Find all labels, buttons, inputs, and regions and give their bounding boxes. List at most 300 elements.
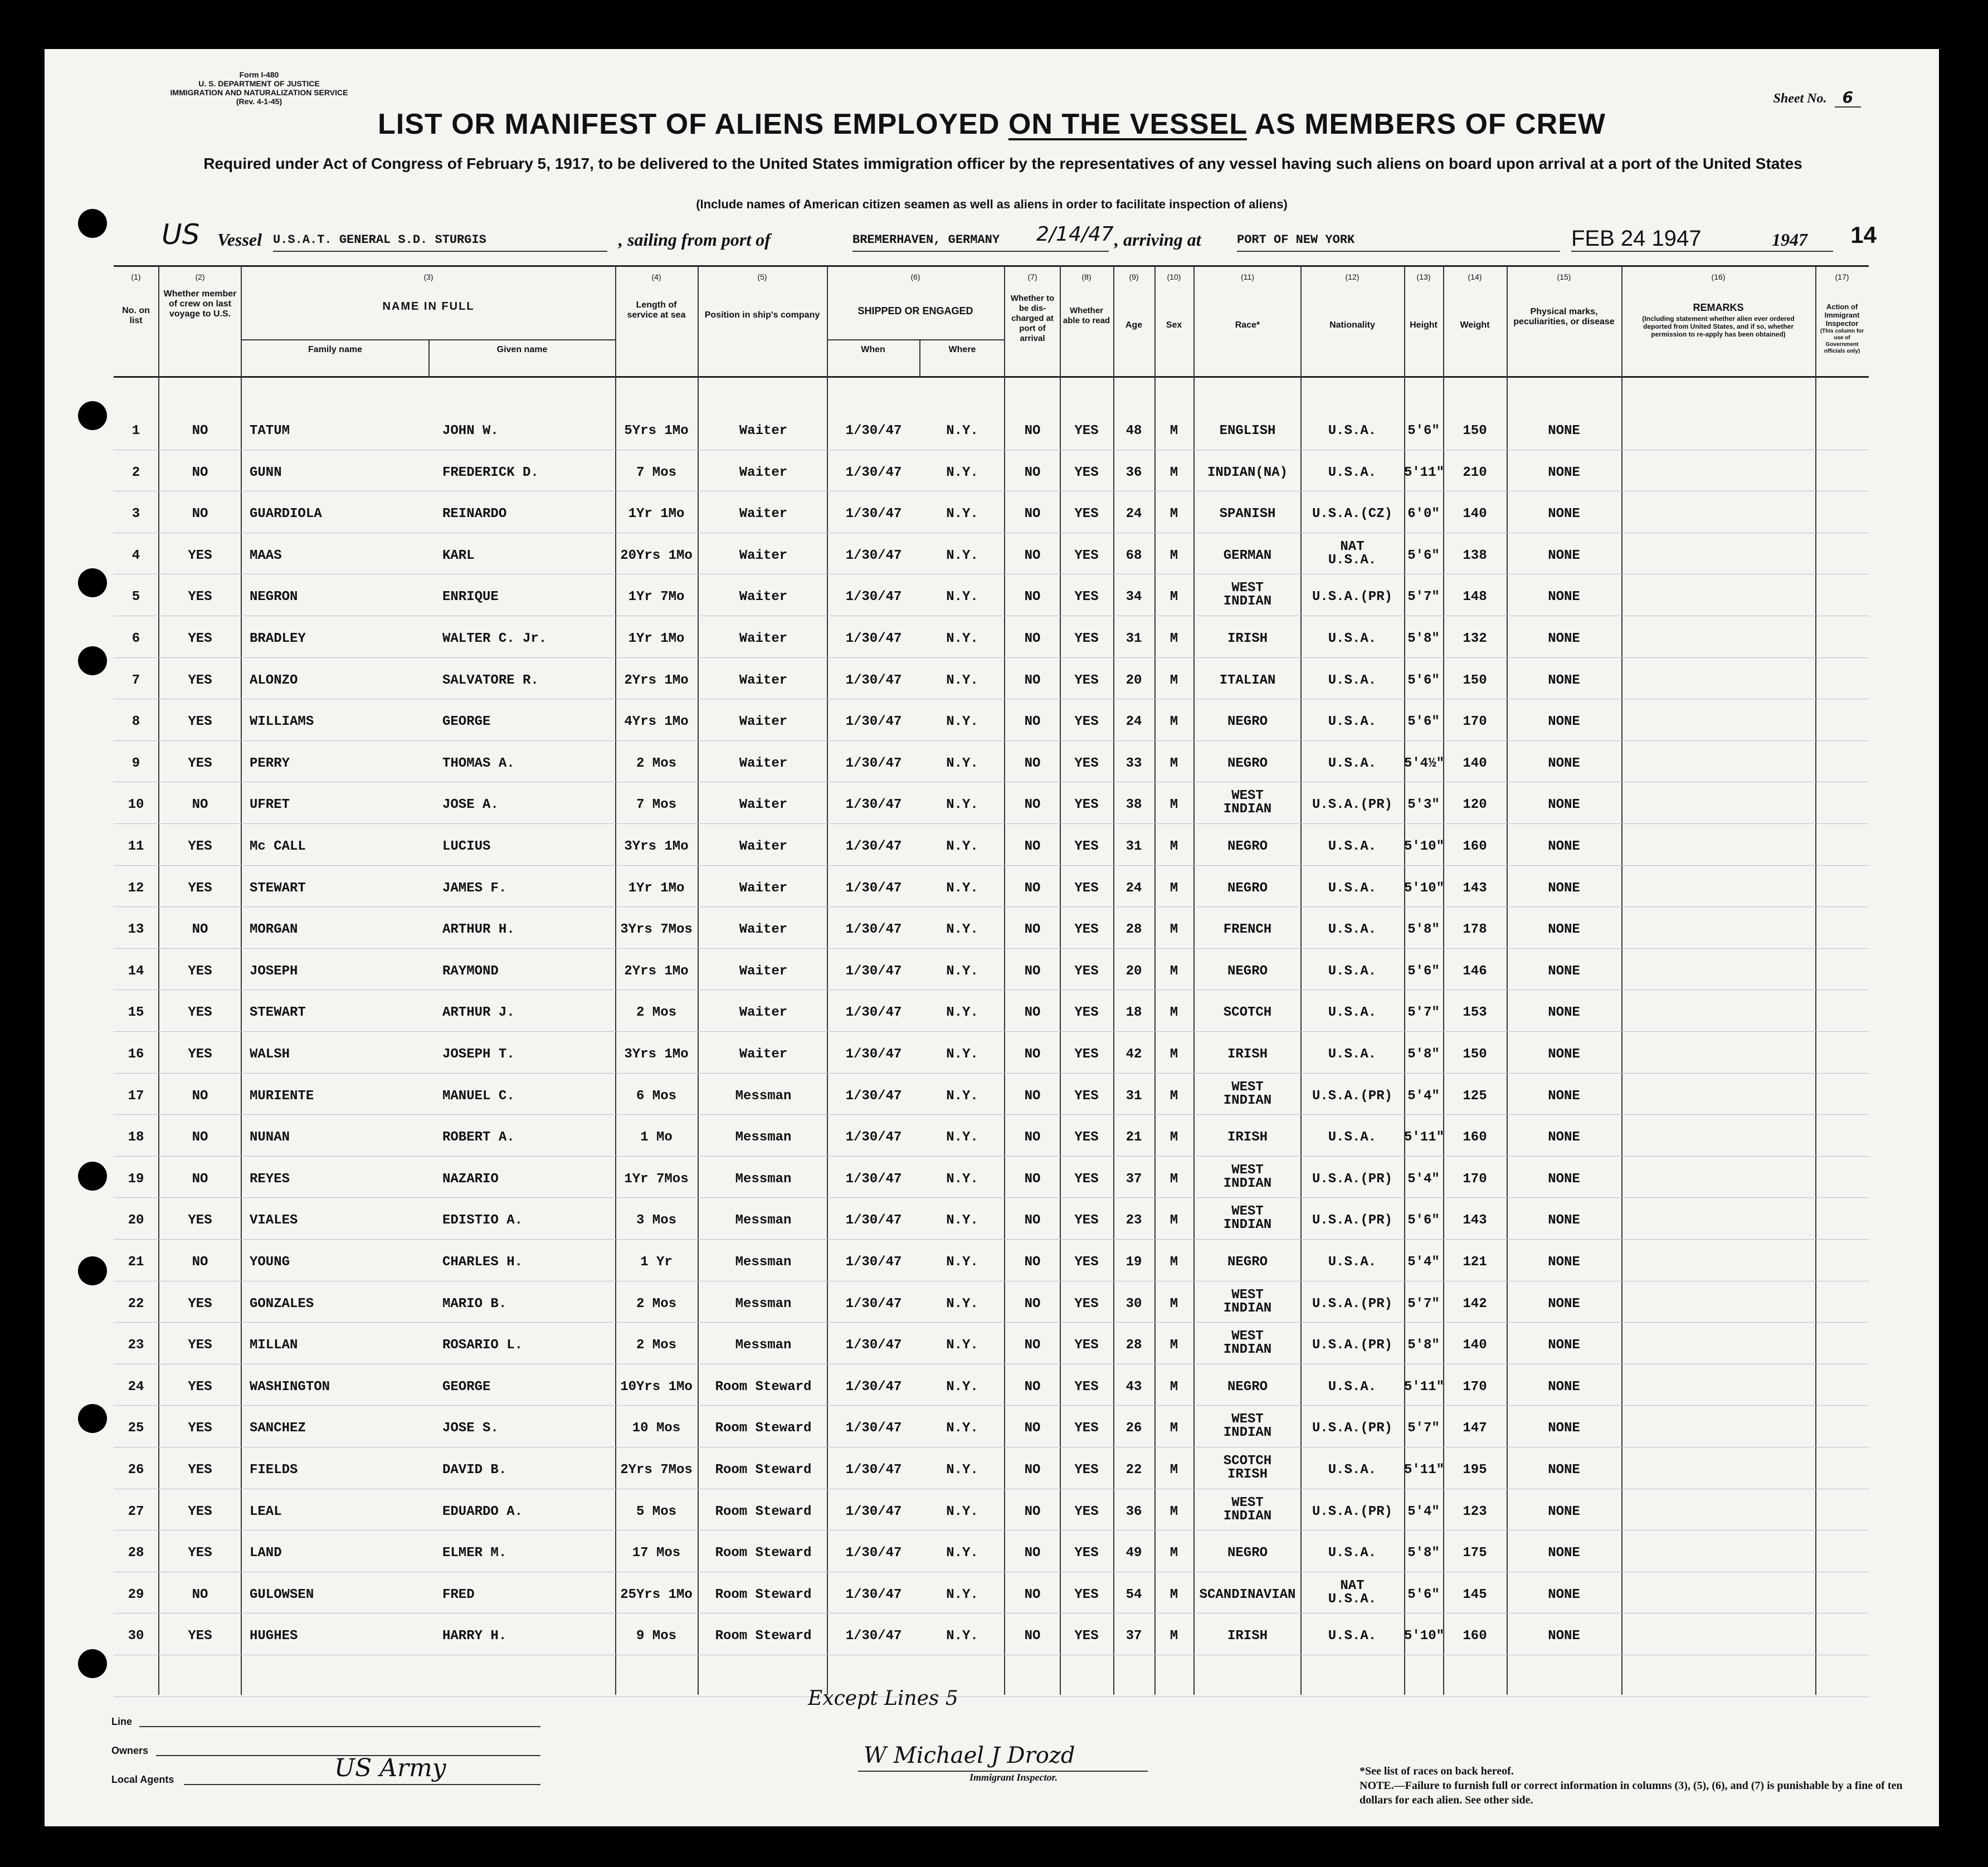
cell-shipped-when: 1/30/47 bbox=[845, 672, 902, 688]
race-line-1: WEST bbox=[1231, 1079, 1264, 1095]
cell-service-length: 1Yr 1Mo bbox=[628, 880, 685, 896]
table-row bbox=[114, 743, 1869, 784]
cell-weight: 145 bbox=[1463, 1587, 1487, 1602]
cell-weight: 150 bbox=[1463, 423, 1487, 438]
cell-given-name: DAVID B. bbox=[442, 1463, 507, 1478]
cell-shipped-when: 1/30/47 bbox=[845, 1213, 902, 1229]
cell-family-name: VIALES bbox=[250, 1213, 298, 1229]
cell-row-number: 15 bbox=[128, 1005, 144, 1021]
cell-row-number: 30 bbox=[128, 1629, 144, 1644]
cell-race bbox=[1195, 1496, 1300, 1523]
cell-shipped-where: N.Y. bbox=[946, 1255, 978, 1270]
cell-given-name: LUCIUS bbox=[442, 839, 491, 854]
table-row bbox=[114, 1034, 1869, 1075]
arriving-label: , arriving at bbox=[1114, 230, 1201, 250]
form-identifier bbox=[128, 70, 390, 106]
table-row bbox=[114, 660, 1869, 701]
cell-position: Waiter bbox=[739, 589, 788, 605]
race-line-1: WEST bbox=[1231, 1329, 1264, 1344]
cell-age: 20 bbox=[1125, 672, 1142, 688]
cell-prev-voyage: YES bbox=[188, 1047, 212, 1062]
cell-nationality: U.S.A. bbox=[1328, 963, 1377, 979]
cell-sex: M bbox=[1170, 1255, 1178, 1270]
cell-shipped-where: N.Y. bbox=[946, 1587, 978, 1602]
footer-owners-label: Owners bbox=[111, 1745, 149, 1756]
col-sex-header: Sex bbox=[1166, 320, 1182, 330]
cell-position: Waiter bbox=[739, 506, 788, 522]
year-label: 1947 bbox=[1772, 230, 1807, 250]
cell-age: 31 bbox=[1125, 839, 1142, 854]
cell-position: Waiter bbox=[739, 423, 788, 438]
cell-age: 34 bbox=[1125, 589, 1142, 605]
cell-given-name: EDUARDO A. bbox=[442, 1504, 523, 1519]
cell-able-to-read: YES bbox=[1074, 1504, 1099, 1519]
cell-weight: 160 bbox=[1463, 1629, 1487, 1644]
cell-able-to-read: YES bbox=[1074, 755, 1099, 771]
nat-value: U.S.A. bbox=[1328, 1591, 1377, 1607]
cell-able-to-read: YES bbox=[1074, 963, 1099, 979]
inspector-signature: W Michael J Drozd bbox=[864, 1743, 1075, 1768]
cell-discharged: NO bbox=[1024, 465, 1041, 480]
cell-age: 38 bbox=[1125, 797, 1142, 813]
cell-prev-voyage: NO bbox=[192, 465, 208, 480]
cell-shipped-where: N.Y. bbox=[946, 963, 978, 979]
col-action-subheader: (This column for use of Government officials only) bbox=[1820, 328, 1864, 354]
cell-physical-marks: NONE bbox=[1548, 465, 1580, 480]
cell-sex: M bbox=[1170, 1504, 1178, 1519]
table-row bbox=[114, 535, 1869, 576]
sheet-number bbox=[1773, 88, 1861, 106]
cell-row-number: 1 bbox=[131, 423, 140, 438]
cell-prev-voyage: NO bbox=[192, 1130, 208, 1145]
cell-age: 33 bbox=[1125, 755, 1142, 771]
col-nationality-header: Nationality bbox=[1329, 320, 1375, 330]
row-rule bbox=[114, 1405, 1869, 1406]
cell-service-length: 9 Mos bbox=[636, 1629, 676, 1644]
cell-row-number: 25 bbox=[128, 1421, 144, 1436]
cell-family-name: STEWART bbox=[250, 880, 306, 896]
cell-shipped-where: N.Y. bbox=[946, 1546, 978, 1561]
cell-service-length: 6 Mos bbox=[636, 1088, 676, 1104]
cell-age: 24 bbox=[1125, 506, 1142, 522]
cell-shipped-when: 1/30/47 bbox=[845, 506, 902, 522]
cell-weight: 175 bbox=[1463, 1546, 1487, 1561]
cell-height: 5'6" bbox=[1407, 672, 1440, 688]
cell-row-number: 21 bbox=[128, 1255, 144, 1270]
cell-height: 5'11" bbox=[1404, 1130, 1445, 1145]
cell-weight: 150 bbox=[1463, 1047, 1487, 1062]
cell-shipped-when: 1/30/47 bbox=[845, 839, 902, 854]
col-name-header: NAME IN FULL bbox=[382, 300, 475, 313]
cell-row-number: 3 bbox=[131, 506, 140, 522]
cell-given-name: KARL bbox=[442, 548, 475, 563]
form-number: Form I-480 bbox=[239, 70, 279, 79]
col-16-number: (16) bbox=[1711, 272, 1726, 281]
cell-shipped-where: N.Y. bbox=[946, 589, 978, 605]
cell-physical-marks: NONE bbox=[1548, 1504, 1580, 1519]
cell-position: Room Steward bbox=[715, 1421, 812, 1436]
table-row bbox=[114, 826, 1869, 867]
cell-shipped-when: 1/30/47 bbox=[845, 1504, 902, 1519]
col-prev-voyage-header: Whether member of crew on last voyage to U.S. bbox=[163, 289, 237, 319]
cell-family-name: LAND bbox=[250, 1546, 282, 1561]
table-row bbox=[114, 1407, 1869, 1449]
cell-discharged: NO bbox=[1024, 1379, 1041, 1395]
penalty-note: NOTE.—Failure to furnish full or correct information in columns (3), (5), (6), and (7) is punishable by a fine of ten dollars for each alien. See other side. bbox=[1360, 1780, 1903, 1806]
cell-shipped-when: 1/30/47 bbox=[845, 797, 902, 813]
cell-physical-marks: NONE bbox=[1548, 1546, 1580, 1561]
cell-family-name: NEGRON bbox=[250, 589, 298, 605]
row-rule bbox=[114, 657, 1869, 658]
cell-physical-marks: NONE bbox=[1548, 1587, 1580, 1602]
cell-shipped-when: 1/30/47 bbox=[845, 548, 902, 563]
cell-height: 5'7" bbox=[1407, 589, 1440, 605]
cell-shipped-where: N.Y. bbox=[946, 797, 978, 813]
cell-nationality: U.S.A. bbox=[1328, 1629, 1377, 1644]
cell-able-to-read: YES bbox=[1074, 1421, 1099, 1436]
cell-able-to-read: YES bbox=[1074, 880, 1099, 896]
cell-physical-marks: NONE bbox=[1548, 922, 1580, 938]
cell-age: 28 bbox=[1125, 922, 1142, 938]
cell-row-number: 10 bbox=[128, 797, 144, 813]
cell-age: 36 bbox=[1125, 465, 1142, 480]
handwritten-date: 2/14/47 bbox=[1036, 223, 1114, 246]
cell-able-to-read: YES bbox=[1074, 1546, 1099, 1561]
cell-race: GERMAN bbox=[1223, 548, 1272, 563]
cell-shipped-when: 1/30/47 bbox=[845, 755, 902, 771]
footer-line-label: Line bbox=[111, 1716, 133, 1727]
cell-position: Waiter bbox=[739, 548, 788, 563]
row-rule bbox=[114, 1322, 1869, 1323]
punch-hole bbox=[78, 1162, 107, 1191]
row-rule bbox=[114, 865, 1869, 866]
race-line-2: IRISH bbox=[1227, 1467, 1268, 1482]
cell-service-length: 25Yrs 1Mo bbox=[620, 1587, 693, 1602]
cell-sex: M bbox=[1170, 880, 1178, 896]
cell-weight: 140 bbox=[1463, 1338, 1487, 1353]
cell-physical-marks: NONE bbox=[1548, 1213, 1580, 1229]
cell-race: FRENCH bbox=[1223, 922, 1272, 938]
cell-height: 5'6" bbox=[1407, 548, 1440, 563]
race-line-2: INDIAN bbox=[1223, 1176, 1272, 1191]
cell-service-length: 3Yrs 1Mo bbox=[624, 1047, 689, 1062]
cell-given-name: JOSE A. bbox=[442, 797, 499, 813]
cell-height: 5'6" bbox=[1407, 714, 1440, 730]
cell-prev-voyage: YES bbox=[188, 1213, 212, 1229]
cell-service-length: 1Yr 1Mo bbox=[628, 506, 685, 522]
cell-height: 5'8" bbox=[1407, 922, 1440, 938]
cell-shipped-where: N.Y. bbox=[946, 714, 978, 730]
cell-given-name: JOSE S. bbox=[442, 1421, 499, 1436]
inspector-label: Immigrant Inspector. bbox=[969, 1772, 1058, 1783]
cell-height: 6'0" bbox=[1407, 506, 1440, 522]
cell-physical-marks: NONE bbox=[1548, 1171, 1580, 1187]
race-line-1: WEST bbox=[1231, 1412, 1264, 1427]
cell-row-number: 13 bbox=[128, 922, 144, 938]
cell-age: 43 bbox=[1125, 1379, 1142, 1395]
cell-able-to-read: YES bbox=[1074, 589, 1099, 605]
cell-nationality: U.S.A.(PR) bbox=[1312, 1088, 1393, 1104]
cell-row-number: 29 bbox=[128, 1587, 144, 1602]
cell-prev-voyage: NO bbox=[192, 1171, 208, 1187]
cell-able-to-read: YES bbox=[1074, 631, 1099, 646]
cell-able-to-read: YES bbox=[1074, 797, 1099, 813]
cell-family-name: WILLIAMS bbox=[250, 714, 314, 730]
manifest-sheet bbox=[45, 49, 1939, 1826]
cell-age: 36 bbox=[1125, 1504, 1142, 1519]
footer bbox=[45, 1687, 1939, 1826]
cell-discharged: NO bbox=[1024, 1463, 1041, 1478]
col-12-number: (12) bbox=[1345, 272, 1360, 281]
cell-race: IRISH bbox=[1227, 1047, 1268, 1062]
cell-able-to-read: YES bbox=[1074, 714, 1099, 730]
col-14-number: (14) bbox=[1468, 272, 1482, 281]
cell-able-to-read: YES bbox=[1074, 1629, 1099, 1644]
cell-race bbox=[1195, 1330, 1300, 1357]
cell-discharged: NO bbox=[1024, 922, 1041, 938]
cell-physical-marks: NONE bbox=[1548, 797, 1580, 813]
cell-physical-marks: NONE bbox=[1548, 589, 1580, 605]
cell-age: 68 bbox=[1125, 548, 1142, 563]
col-where-header: Where bbox=[948, 345, 976, 354]
cell-shipped-when: 1/30/47 bbox=[845, 1171, 902, 1187]
cell-prev-voyage: YES bbox=[188, 963, 212, 979]
cell-age: 21 bbox=[1125, 1130, 1142, 1145]
col-position-header: Position in ship's company bbox=[704, 310, 820, 320]
cell-able-to-read: YES bbox=[1074, 1296, 1099, 1312]
cell-position: Waiter bbox=[739, 797, 788, 813]
cell-physical-marks: NONE bbox=[1548, 755, 1580, 771]
cell-given-name: ARTHUR H. bbox=[442, 922, 515, 938]
cell-position: Messman bbox=[735, 1213, 792, 1229]
subtitle: Required under Act of Congress of February 5, 1917, to be delivered to the United States immigration officer by the representatives of any vessel having such aliens on board upon arrival at a port of the United States bbox=[203, 155, 1802, 172]
cell-row-number: 11 bbox=[128, 839, 144, 854]
cell-position: Messman bbox=[735, 1171, 792, 1187]
footer-agents-label: Local Agents bbox=[111, 1774, 174, 1785]
cell-able-to-read: YES bbox=[1074, 506, 1099, 522]
cell-prev-voyage: YES bbox=[188, 1463, 212, 1478]
cell-family-name: GONZALES bbox=[250, 1296, 314, 1312]
cell-service-length: 3Yrs 1Mo bbox=[624, 839, 689, 854]
row-rule bbox=[114, 1197, 1869, 1198]
cell-discharged: NO bbox=[1024, 714, 1041, 730]
race-line-1: WEST bbox=[1231, 1204, 1264, 1220]
cell-shipped-when: 1/30/47 bbox=[845, 714, 902, 730]
cell-physical-marks: NONE bbox=[1548, 1463, 1580, 1478]
cell-service-length: 1 Mo bbox=[640, 1130, 673, 1145]
cell-nationality: U.S.A.(PR) bbox=[1312, 1338, 1393, 1353]
col-5-number: (5) bbox=[757, 272, 767, 281]
cell-shipped-where: N.Y. bbox=[946, 922, 978, 938]
cell-row-number: 28 bbox=[128, 1546, 144, 1561]
us-mark: US bbox=[162, 218, 200, 251]
cell-physical-marks: NONE bbox=[1548, 1629, 1580, 1644]
cell-row-number: 23 bbox=[128, 1338, 144, 1353]
cell-discharged: NO bbox=[1024, 1088, 1041, 1104]
cell-sex: M bbox=[1170, 465, 1178, 480]
cell-discharged: NO bbox=[1024, 589, 1041, 605]
cell-nationality: U.S.A.(PR) bbox=[1312, 797, 1393, 813]
cell-shipped-when: 1/30/47 bbox=[845, 1088, 902, 1104]
cell-row-number: 27 bbox=[128, 1504, 144, 1519]
cell-physical-marks: NONE bbox=[1548, 1088, 1580, 1104]
cell-service-length: 10Yrs 1Mo bbox=[620, 1379, 693, 1395]
race-line-2: INDIAN bbox=[1223, 802, 1272, 817]
cell-shipped-when: 1/30/47 bbox=[845, 1296, 902, 1312]
cell-prev-voyage: YES bbox=[188, 1504, 212, 1519]
col-1-number: (1) bbox=[131, 272, 141, 281]
race-line-1: WEST bbox=[1231, 1495, 1264, 1510]
col-weight-header: Weight bbox=[1460, 320, 1490, 330]
vessel-name: U.S.A.T. GENERAL S.D. STURGIS bbox=[273, 233, 486, 247]
cell-shipped-where: N.Y. bbox=[946, 1338, 978, 1353]
cell-race bbox=[1195, 1205, 1300, 1232]
table-row bbox=[114, 1366, 1869, 1407]
cell-nationality bbox=[1300, 540, 1404, 567]
table-row bbox=[114, 1615, 1869, 1656]
cell-sex: M bbox=[1170, 1546, 1178, 1561]
cell-shipped-when: 1/30/47 bbox=[845, 1546, 902, 1561]
race-line-1: WEST bbox=[1231, 581, 1264, 596]
cell-race bbox=[1195, 582, 1300, 608]
cell-position: Room Steward bbox=[715, 1629, 812, 1644]
cell-able-to-read: YES bbox=[1074, 1047, 1099, 1062]
cell-age: 28 bbox=[1125, 1338, 1142, 1353]
cell-age: 23 bbox=[1125, 1213, 1142, 1229]
cell-sex: M bbox=[1170, 1629, 1178, 1644]
cell-sex: M bbox=[1170, 839, 1178, 854]
cell-shipped-when: 1/30/47 bbox=[845, 1255, 902, 1270]
cell-nationality: U.S.A. bbox=[1328, 880, 1377, 896]
cell-physical-marks: NONE bbox=[1548, 839, 1580, 854]
row-rule bbox=[114, 948, 1869, 949]
cell-race bbox=[1195, 1455, 1300, 1481]
cell-shipped-where: N.Y. bbox=[946, 1504, 978, 1519]
cell-family-name: LEAL bbox=[250, 1504, 282, 1519]
arriving-port: PORT OF NEW YORK bbox=[1237, 233, 1355, 247]
cell-shipped-where: N.Y. bbox=[946, 1629, 978, 1644]
cell-prev-voyage: YES bbox=[188, 1005, 212, 1021]
department: U. S. DEPARTMENT OF JUSTICE bbox=[198, 79, 320, 88]
cell-age: 48 bbox=[1125, 423, 1142, 438]
cell-sex: M bbox=[1170, 1213, 1178, 1229]
col-15-number: (15) bbox=[1557, 272, 1571, 281]
cell-position: Messman bbox=[735, 1088, 792, 1104]
cell-physical-marks: NONE bbox=[1548, 1255, 1580, 1270]
cell-shipped-when: 1/30/47 bbox=[845, 1463, 902, 1478]
cell-weight: 120 bbox=[1463, 797, 1487, 813]
cell-discharged: NO bbox=[1024, 797, 1041, 813]
cell-physical-marks: NONE bbox=[1548, 1005, 1580, 1021]
table-row bbox=[114, 1532, 1869, 1573]
race-line-2: INDIAN bbox=[1223, 1300, 1272, 1316]
cell-prev-voyage: NO bbox=[192, 1587, 208, 1602]
cell-physical-marks: NONE bbox=[1548, 880, 1580, 896]
cell-prev-voyage: YES bbox=[188, 1379, 212, 1395]
cell-prev-voyage: NO bbox=[192, 1088, 208, 1104]
cell-sex: M bbox=[1170, 1130, 1178, 1145]
cell-shipped-when: 1/30/47 bbox=[845, 963, 902, 979]
cell-shipped-where: N.Y. bbox=[946, 1463, 978, 1478]
cell-height: 5'6" bbox=[1407, 1587, 1440, 1602]
cell-height: 5'8" bbox=[1407, 1338, 1440, 1353]
cell-service-length: 7 Mos bbox=[636, 797, 676, 813]
cell-discharged: NO bbox=[1024, 1255, 1041, 1270]
col-marks-header: Physical marks, peculiarities, or disease bbox=[1513, 307, 1615, 326]
cell-nationality: U.S.A. bbox=[1328, 1546, 1377, 1561]
cell-family-name: TATUM bbox=[250, 423, 290, 438]
form-revision: (Rev. 4-1-45) bbox=[236, 97, 282, 106]
cell-nationality: U.S.A. bbox=[1328, 631, 1377, 646]
cell-nationality bbox=[1300, 1580, 1404, 1606]
cell-race: ENGLISH bbox=[1219, 423, 1276, 438]
row-rule bbox=[114, 1031, 1869, 1032]
cell-race bbox=[1195, 789, 1300, 816]
cell-height: 5'6" bbox=[1407, 1213, 1440, 1229]
cell-race: ITALIAN bbox=[1219, 672, 1276, 688]
cell-discharged: NO bbox=[1024, 1171, 1041, 1187]
row-rule bbox=[114, 823, 1869, 824]
cell-age: 49 bbox=[1125, 1546, 1142, 1561]
cell-able-to-read: YES bbox=[1074, 465, 1099, 480]
cell-weight: 142 bbox=[1463, 1296, 1487, 1312]
cell-service-length: 2Yrs 1Mo bbox=[624, 672, 689, 688]
table-row bbox=[114, 1574, 1869, 1615]
cell-prev-voyage: YES bbox=[188, 880, 212, 896]
cell-sex: M bbox=[1170, 589, 1178, 605]
col-2-number: (2) bbox=[195, 272, 205, 281]
col-when-header: When bbox=[861, 345, 885, 354]
cell-physical-marks: NONE bbox=[1548, 1130, 1580, 1145]
cell-nationality: U.S.A.(PR) bbox=[1312, 1171, 1393, 1187]
cell-row-number: 22 bbox=[128, 1296, 144, 1312]
cell-service-length: 17 Mos bbox=[632, 1546, 681, 1561]
race-line-2: INDIAN bbox=[1223, 1342, 1272, 1358]
cell-shipped-when: 1/30/47 bbox=[845, 1587, 902, 1602]
table-row bbox=[114, 410, 1869, 451]
cell-service-length: 2 Mos bbox=[636, 1338, 676, 1353]
punch-hole bbox=[78, 568, 107, 597]
row-rule bbox=[114, 989, 1869, 990]
cell-row-number: 16 bbox=[128, 1047, 144, 1062]
cell-sex: M bbox=[1170, 963, 1178, 979]
cell-nationality: U.S.A. bbox=[1328, 1379, 1377, 1395]
cell-given-name: ROSARIO L. bbox=[442, 1338, 523, 1353]
cell-age: 26 bbox=[1125, 1421, 1142, 1436]
cell-physical-marks: NONE bbox=[1548, 672, 1580, 688]
cell-race: IRISH bbox=[1227, 631, 1268, 646]
cell-service-length: 2Yrs 7Mos bbox=[620, 1463, 693, 1478]
cell-row-number: 12 bbox=[128, 880, 144, 896]
cell-sex: M bbox=[1170, 922, 1178, 938]
cell-shipped-where: N.Y. bbox=[946, 1379, 978, 1395]
table-row bbox=[114, 950, 1869, 992]
cell-race: NEGRO bbox=[1227, 963, 1268, 979]
cell-family-name: BRADLEY bbox=[250, 631, 306, 646]
cell-prev-voyage: YES bbox=[188, 672, 212, 688]
cell-shipped-where: N.Y. bbox=[946, 465, 978, 480]
cell-able-to-read: YES bbox=[1074, 1587, 1099, 1602]
cell-service-length: 20Yrs 1Mo bbox=[620, 548, 693, 563]
col-13-number: (13) bbox=[1416, 272, 1431, 281]
cell-position: Room Steward bbox=[715, 1463, 812, 1478]
cell-sex: M bbox=[1170, 1296, 1178, 1312]
cell-service-length: 1Yr 7Mos bbox=[624, 1171, 689, 1187]
cell-position: Waiter bbox=[739, 839, 788, 854]
cell-height: 5'11" bbox=[1404, 1463, 1445, 1478]
cell-position: Waiter bbox=[739, 714, 788, 730]
cell-weight: 146 bbox=[1463, 963, 1487, 979]
